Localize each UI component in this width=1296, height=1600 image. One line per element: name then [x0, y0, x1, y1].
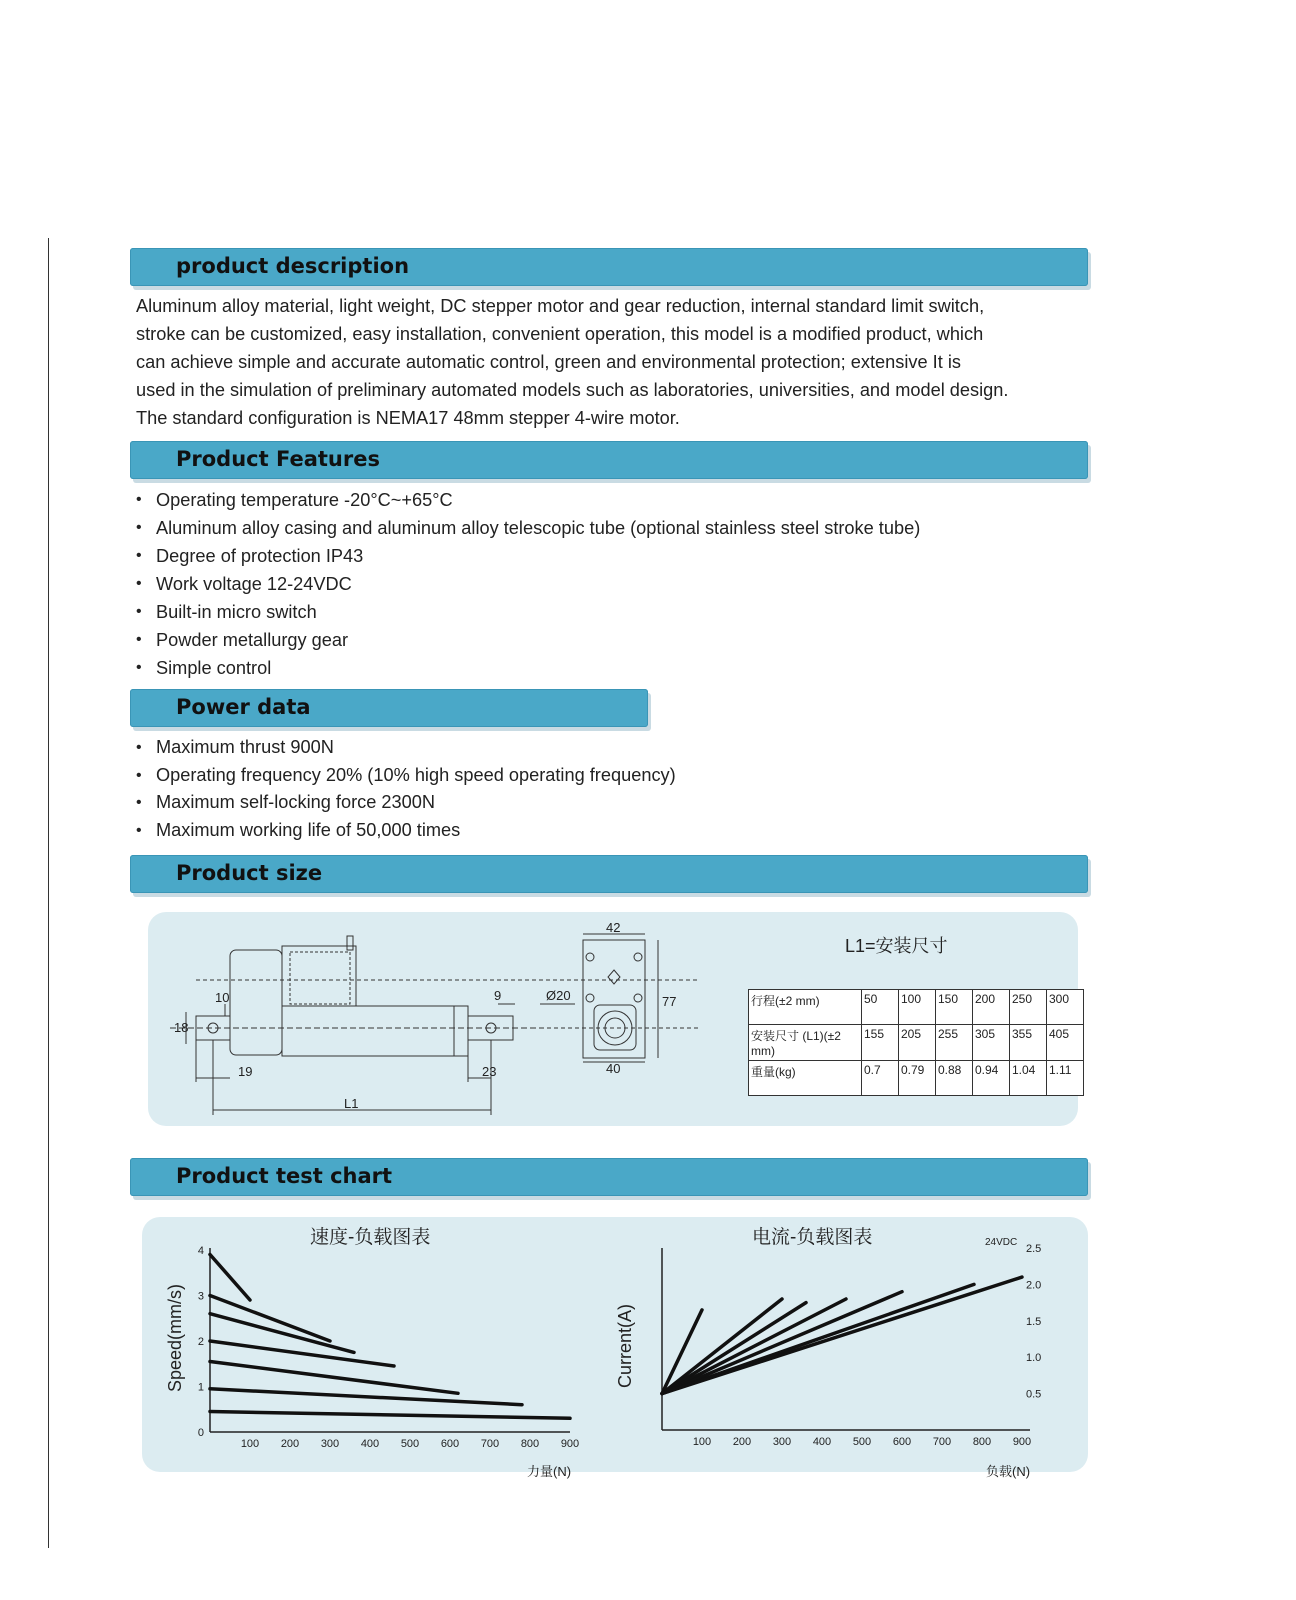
series-line: [662, 1292, 902, 1394]
table-cell: 行程(±2 mm): [749, 990, 862, 1025]
table-cell: 50: [862, 990, 899, 1025]
table-cell: 0.94: [973, 1061, 1010, 1096]
y-tick-label: 2: [197, 1336, 204, 1348]
table-cell: 150: [936, 990, 973, 1025]
table-cell: 1.11: [1047, 1061, 1084, 1096]
series-line: [662, 1277, 1022, 1394]
series-line: [662, 1299, 782, 1394]
chart-title: 速度-负载图表: [310, 1227, 431, 1248]
y-tick-label: 4: [197, 1245, 204, 1257]
table-cell: 205: [899, 1025, 936, 1061]
x-tick-label: 400: [812, 1436, 832, 1448]
table-cell: 300: [1047, 990, 1084, 1025]
description-line: can achieve simple and accurate automatic control, green and environmental protection; extensive It is: [136, 352, 961, 372]
x-tick-label: 900: [1012, 1436, 1032, 1448]
voltage-label: 24VDC: [985, 1237, 1018, 1248]
series-line: [662, 1299, 846, 1394]
list-item: • Maximum self-locking force 2300N: [136, 789, 676, 817]
x-tick-label: 500: [852, 1436, 872, 1448]
y-tick-label: 1.5: [1026, 1315, 1042, 1328]
table-cell: 405: [1047, 1025, 1084, 1061]
y-axis-label: Speed(mm/s): [165, 1283, 185, 1392]
x-tick-label: 700: [932, 1436, 952, 1448]
x-tick-label: 600: [892, 1436, 912, 1448]
series-line: [210, 1341, 394, 1366]
list-item: • Powder metallurgy gear: [136, 626, 920, 654]
series-line: [210, 1362, 458, 1394]
x-tick-label: 600: [440, 1438, 460, 1450]
dim-label: 23: [482, 1064, 497, 1079]
dim-label: Ø20: [546, 988, 571, 1003]
series-line: [210, 1389, 522, 1405]
table-cell: 1.04: [1010, 1061, 1047, 1096]
table-cell: 安装尺寸 (L1)(±2 mm): [749, 1025, 862, 1061]
list-item: • Aluminum alloy casing and aluminum alloy telescopic tube (optional stainless steel stroke tube): [136, 514, 920, 542]
dim-label: L1: [344, 1096, 359, 1111]
x-tick-label: 500: [400, 1438, 420, 1450]
series-line: [210, 1255, 250, 1301]
y-tick-label: 3: [197, 1290, 204, 1303]
x-tick-label: 800: [972, 1436, 992, 1448]
x-tick-label: 300: [320, 1438, 340, 1450]
section-title: Power data: [176, 695, 311, 719]
table-cell: 250: [1010, 990, 1047, 1025]
table-cell: 0.7: [862, 1061, 899, 1096]
table-cell: 100: [899, 990, 936, 1025]
table-cell: 305: [973, 1025, 1010, 1061]
section-title: Product Features: [176, 447, 380, 471]
table-cell: 0.79: [899, 1061, 936, 1096]
y-tick-label: 2.5: [1026, 1243, 1042, 1255]
x-axis-label: 力量(N): [527, 1464, 572, 1479]
dim-label: 42: [606, 920, 621, 935]
list-item: • Work voltage 12-24VDC: [136, 570, 920, 598]
table-cell: 155: [862, 1025, 899, 1061]
y-tick-label: 2.0: [1026, 1279, 1042, 1292]
section-title: Product test chart: [176, 1164, 393, 1188]
x-axis-label: 负载(N): [986, 1464, 1031, 1479]
current-load-chart: [615, 1226, 1041, 1479]
dim-label: 9: [494, 988, 502, 1003]
description-line: stroke can be customized, easy installation, convenient operation, this model is a modified product, which: [136, 324, 984, 344]
y-tick-label: 1.0: [1026, 1352, 1042, 1365]
list-item: • Operating frequency 20% (10% high speed operating frequency): [136, 762, 676, 790]
series-line: [210, 1412, 570, 1419]
table-cell: 重量(kg): [749, 1061, 862, 1096]
list-item: • Maximum working life of 50,000 times: [136, 817, 676, 845]
x-tick-label: 900: [560, 1438, 580, 1450]
y-axis-label: Current(A): [615, 1303, 635, 1388]
dim-label: 77: [662, 994, 677, 1009]
x-tick-label: 800: [520, 1438, 540, 1450]
list-item: • Simple control: [136, 654, 920, 682]
section-title: Product size: [176, 861, 323, 885]
size-table-title: L1=安装尺寸: [845, 936, 948, 956]
x-tick-label: 200: [280, 1438, 300, 1450]
description-line: Aluminum alloy material, light weight, DC stepper motor and gear reduction, internal standard limit switch,: [136, 296, 985, 316]
section-title: product description: [176, 254, 410, 278]
series-line: [210, 1314, 354, 1353]
x-tick-label: 400: [360, 1438, 380, 1450]
y-tick-label: 0: [197, 1427, 204, 1439]
list-item: • Built-in micro switch: [136, 598, 920, 626]
dim-label: 19: [238, 1064, 253, 1079]
list-item: • Degree of protection IP43: [136, 542, 920, 570]
dim-label: 40: [606, 1061, 621, 1076]
dim-label: 18: [174, 1020, 189, 1035]
x-tick-label: 300: [772, 1436, 792, 1448]
list-item: • Maximum thrust 900N: [136, 734, 676, 762]
speed-load-chart: [165, 1226, 579, 1479]
table-cell: 355: [1010, 1025, 1047, 1061]
chart-title: 电流-负载图表: [752, 1227, 873, 1248]
y-tick-label: 0.5: [1026, 1388, 1042, 1401]
description-line: The standard configuration is NEMA17 48mm stepper 4-wire motor.: [136, 408, 680, 428]
dim-label: 10: [215, 990, 230, 1005]
description-line: used in the simulation of preliminary automated models such as laboratories, universities, and model design.: [136, 380, 1009, 400]
x-tick-label: 100: [692, 1436, 712, 1448]
table-cell: 255: [936, 1025, 973, 1061]
table-cell: 0.88: [936, 1061, 973, 1096]
x-tick-label: 200: [732, 1436, 752, 1448]
list-item: • Operating temperature -20°C~+65°C: [136, 486, 920, 514]
y-tick-label: 1: [197, 1381, 204, 1394]
x-tick-label: 100: [240, 1438, 260, 1450]
table-cell: 200: [973, 990, 1010, 1025]
x-tick-label: 700: [480, 1438, 500, 1450]
